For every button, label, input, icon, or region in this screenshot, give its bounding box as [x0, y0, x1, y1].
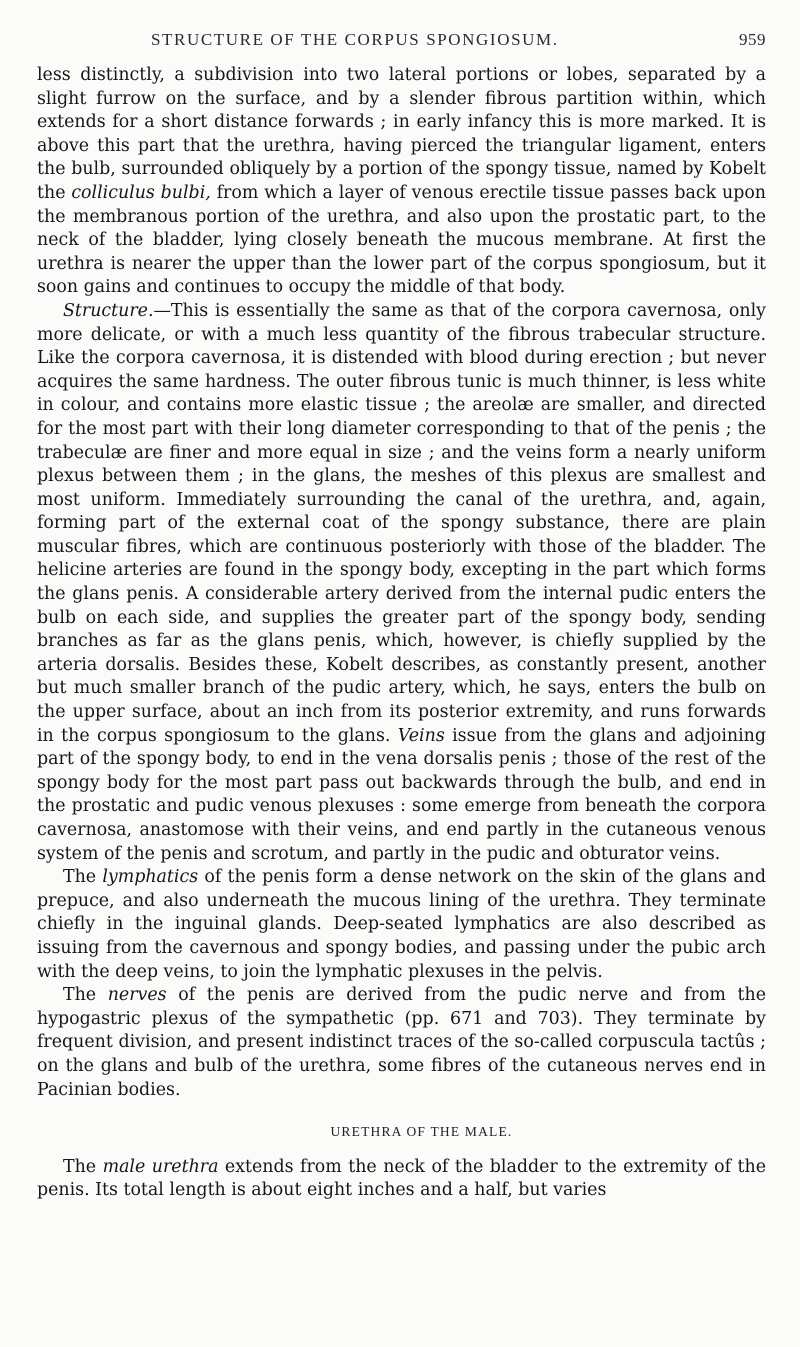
term-structure: Structure.	[63, 300, 154, 321]
paragraph-bulb-continued: less distinctly, a subdivision into two lateral portions or lobes, separated by a slight furrow on the surface, and by a slender fibrous partition within, which extends for a short distance forwards ; in early infancy this is more marked. It is above this part that the urethra, having pierced the triangular ligament, enters the bulb, surrounded obliquely by a portion of the spongy tissue, named by Kobelt the colliculus bulbi, from which a layer of venous erectile tissue passes back upon the membranous portion of the urethra, and also upon the prostatic part, to the neck of the bladder, lying closely beneath the mucous membrane. At first the urethra is nearer the upper than the lower part of the corpus spongiosum, but it soon gains and continues to occupy the middle of that body.	[37, 65, 766, 298]
paragraph-structure: Structure.—This is essentially the same as that of the corpora cavernosa, only more delicate, or with a much less quantity of the fibrous trabecular structure. Like the corpora cavernosa, it is distended with blood during erection ; but never acquires the same hardness. The outer fibrous tunic is much thinner, is less white in colour, and contains more elastic tissue ; the areolæ are smaller, and directed for the most part with their long diameter corresponding to that of the penis ; the trabeculæ are finer and more equal in size ; and the veins form a nearly uniform plexus between them ; in the glans, the meshes of this plexus are smallest and most uniform. Immediately surrounding the canal of the urethra, and, again, forming part of the external coat of the spongy substance, there are plain muscular fibres, which are continuous posteriorly with those of the bladder. The helicine arteries are found in the spongy body, excepting in the part which forms the glans penis. A considerable artery derived from the internal pudic enters the bulb on each side, and supplies the greater part of the spongy body, sending branches as far as the glans penis, which, however, is chiefly supplied by the arteria dorsalis. Besides these, Kobelt describes, as constantly present, another but much smaller branch of the pudic artery, which, he says, enters the bulb on the upper surface, about an inch from its posterior extremity, and runs forwards in the corpus spongiosum to the glans. Veins issue from the glans and adjoining part of the spongy body, to end in the vena dorsalis penis ; those of the rest of the spongy body for the most part pass out backwards through the bulb, and end in the prostatic and pudic venous plexuses : some emerge from beneath the corpora cavernosa, anastomose with their veins, and end partly in the cutaneous venous system of the penis and scrotum, and partly in the pudic and obturator veins.	[37, 300, 766, 864]
paragraph-lymphatics: The lymphatics of the penis form a dense network on the skin of the glans and prepuce, and also underneath the mucous lining of the urethra. They terminate chiefly in the inguinal glands. Deep-seated lymphatics are also described as issuing from the cavernous and spongy bodies, and passing under the pubic arch with the deep veins, to join the lymphatic plexuses in the pelvis.	[37, 867, 766, 982]
term-male-urethra: male urethra	[102, 1156, 219, 1177]
section-heading-urethra: URETHRA OF THE MALE.	[330, 1124, 513, 1140]
term-colliculus-bulbi: colliculus bulbi,	[71, 182, 211, 203]
body-text	[37, 64, 766, 1203]
page-number: 959	[739, 30, 766, 49]
running-head-title: STRUCTURE OF THE CORPUS SPONGIOSUM.	[151, 30, 559, 49]
paragraph-male-urethra: The male urethra extends from the neck of the bladder to the extremity of the penis. Its total length is about eight inches and a half, but varies	[37, 1156, 767, 1201]
term-veins: Veins	[397, 725, 445, 746]
paragraph-nerves: The nerves of the penis are derived from the pudic nerve and from the hypogastric plexus of the sympathetic (pp. 671 and 703). They terminate by frequent division, and present indistinct traces of the so-called corpuscula tactûs ; on the glans and bulb of the urethra, some fibres of the cutaneous nerves end in Pacinian bodies.	[37, 985, 766, 1100]
term-lymphatics: lymphatics	[102, 867, 199, 888]
running-head	[37, 30, 766, 64]
term-nerves: nerves	[107, 985, 167, 1006]
